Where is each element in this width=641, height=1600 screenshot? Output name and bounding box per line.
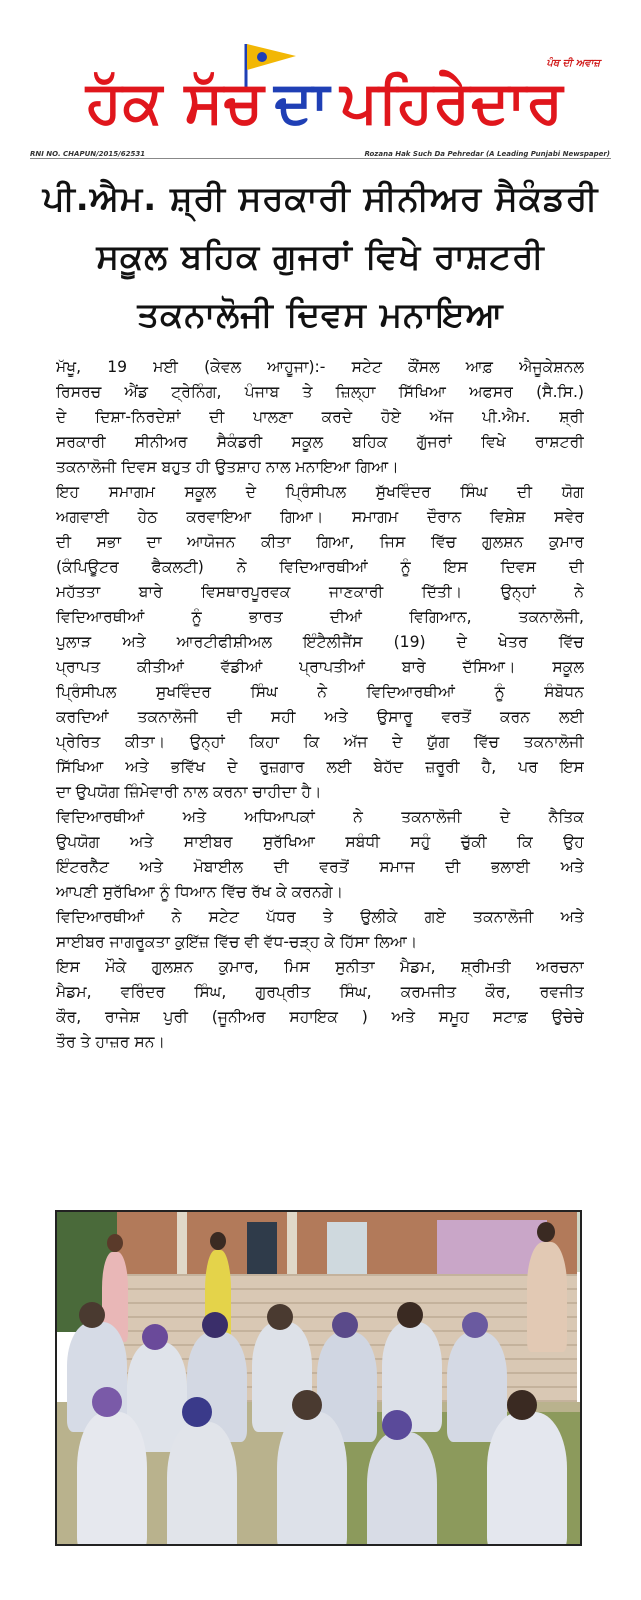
headline-line-1: ਪੀ.ਐਮ. ਸ਼੍ਰੀ ਸਰਕਾਰੀ ਸੀਨੀਅਰ ਸੈਕੰਡਰੀ (42, 179, 599, 219)
article-line: ਪੁਲਾੜ ਅਤੇ ਆਰਟੀਫੀਸ਼ੀਅਲ ਇੰਟੈਲੀਜੈਂਸ (19) ਦੇ ਖੇਤਰ ਵਿੱਚ (56, 633, 584, 651)
article-line: ਦੇ ਦਿਸ਼ਾ-ਨਿਰਦੇਸ਼ਾਂ ਦੀ ਪਾਲਣਾ ਕਰਦੇ ਹੋਏ ਅੱਜ ਪੀ.ਐਮ. ਸ਼੍ਰੀ (56, 408, 584, 426)
registration-number: RNI NO. CHAPUN/2015/62531 (30, 150, 146, 158)
article-headline (40, 170, 601, 344)
headline-line-3: ਤਕਨਾਲੋਜੀ ਦਿਵਸ ਮਨਾਇਆ (137, 295, 504, 335)
title-part-3: ਪਹਿਰੇਦਾਰ (340, 68, 564, 136)
article-line: ਵਿਦਿਆਰਥੀਆਂ ਅਤੇ ਅਧਿਆਪਕਾਂ ਨੇ ਤਕਨਾਲੋਜੀ ਦੇ ਨੈਤਿਕ (56, 808, 584, 826)
article-line: ਵਿਦਿਆਰਥੀਆਂ ਨੇ ਸਟੇਟ ਪੱਧਰ ਤੇ ਉਲੀਕੇ ਗਏ ਤਕਨਾਲੋਜੀ ਅਤੇ (56, 908, 584, 926)
article-line: ਕਰਦਿਆਂ ਤਕਨਾਲੋਜੀ ਦੀ ਸਹੀ ਅਤੇ ਉਸਾਰੂ ਵਰਤੋਂ ਕਰਨ ਲਈ (56, 708, 584, 726)
newspaper-title (40, 62, 610, 142)
article-line: ਉਪਯੋਗ ਅਤੇ ਸਾਈਬਰ ਸੁਰੱਖਿਆ ਸਬੰਧੀ ਸਹੁੰ ਚੁੱਕੀ ਕਿ ਉਹ (56, 833, 584, 851)
newspaper-subtitle: Rozana Hak Such Da Pehredar (A Leading Punjabi Newspaper) (364, 150, 610, 158)
article-line: ਸਾਈਬਰ ਜਾਗਰੂਕਤਾ ਕੁਇੱਜ਼ ਵਿੱਚ ਵੀ ਵੱਧ-ਚੜ੍ਹ ਕੇ ਹਿੱਸਾ ਲਿਆ। (56, 933, 418, 951)
article-line: ਕੌਰ, ਰਾਜੇਸ਼ ਪੁਰੀ (ਜੂਨੀਅਰ ਸਹਾਇਕ ) ਅਤੇ ਸਮੂਹ ਸਟਾਫ਼ ਉਚੇਚੇ (56, 1008, 584, 1026)
article-line: ਸਰਕਾਰੀ ਸੀਨੀਅਰ ਸੈਕੰਡਰੀ ਸਕੂਲ ਬਹਿਕ ਗੁੱਜਰਾਂ ਵਿਖੇ ਰਾਸ਼ਟਰੀ (56, 433, 584, 451)
article-line: ਇਸ ਮੌਕੇ ਗੁਲਸ਼ਨ ਕੁਮਾਰ, ਮਿਸ ਸੁਨੀਤਾ ਮੈਡਮ, ਸ਼੍ਰੀਮਤੀ ਅਰਚਨਾ (56, 958, 584, 976)
article-body (56, 355, 584, 1055)
article-line: ਆਪਣੀ ਸੁਰੱਖਿਆ ਨੂੰ ਧਿਆਨ ਵਿੱਚ ਰੱਖ ਕੇ ਕਰਨਗੇ। (56, 883, 344, 901)
article-photo (55, 1210, 582, 1546)
article-line: ਇੰਟਰਨੈੱਟ ਅਤੇ ਮੋਬਾਈਲ ਦੀ ਵਰਤੋਂ ਸਮਾਜ ਦੀ ਭਲਾਈ ਅਤੇ (56, 858, 584, 876)
article-line: ਤੌਰ ਤੇ ਹਾਜ਼ਰ ਸਨ। (56, 1033, 166, 1051)
article-line: (ਕੰਪਿਊਟਰ ਫੈਕਲਟੀ) ਨੇ ਵਿਦਿਆਰਥੀਆਂ ਨੂੰ ਇਸ ਦਿਵਸ ਦੀ (56, 558, 584, 576)
article-line: ਮਹੱਤਤਾ ਬਾਰੇ ਵਿਸਥਾਰਪੂਰਵਕ ਜਾਣਕਾਰੀ ਦਿੱਤੀ। ਉਨ੍ਹਾਂ ਨੇ (56, 583, 584, 601)
masthead (30, 40, 610, 158)
title-part-1: ਹੱਕ ਸੱਚ (86, 68, 265, 136)
article-line: ਰਿਸਰਚ ਐਂਡ ਟ੍ਰੇਨਿੰਗ, ਪੰਜਾਬ ਤੇ ਜ਼ਿਲ੍ਹਾ ਸਿੱਖਿਆ ਅਫਸਰ (ਸੈ.ਸਿ.) (56, 383, 584, 401)
article-line: ਵਿਦਿਆਰਥੀਆਂ ਨੂੰ ਭਾਰਤ ਦੀਆਂ ਵਿਗਿਆਨ, ਤਕਨਾਲੋਜੀ, (56, 608, 584, 626)
masthead-divider (30, 158, 611, 159)
article-line: ਅਗਵਾਈ ਹੇਠ ਕਰਵਾਇਆ ਗਿਆ। ਸਮਾਗਮ ਦੌਰਾਨ ਵਿਸ਼ੇਸ਼ ਸਵੇਰ (56, 508, 584, 526)
article-line: ਦੀ ਸਭਾ ਦਾ ਆਯੋਜਨ ਕੀਤਾ ਗਿਆ, ਜਿਸ ਵਿੱਚ ਗੁਲਸ਼ਨ ਕੁਮਾਰ (56, 533, 584, 551)
article-line: ਮੈਡਮ, ਵਰਿੰਦਰ ਸਿੰਘ, ਗੁਰਪ੍ਰੀਤ ਸਿੰਘ, ਕਰਮਜੀਤ ਕੌਰ, ਰਵਜੀਤ (56, 983, 584, 1001)
article-line: ਤਕਨਾਲੋਜੀ ਦਿਵਸ ਬਹੁਤ ਹੀ ਉਤਸ਼ਾਹ ਨਾਲ ਮਨਾਇਆ ਗਿਆ। (56, 458, 399, 476)
tagline: ਪੰਥ ਦੀ ਅਵਾਜ਼ (546, 58, 600, 69)
article-line: ਪ੍ਰਿੰਸੀਪਲ ਸੁਖਵਿੰਦਰ ਸਿੰਘ ਨੇ ਵਿਦਿਆਰਥੀਆਂ ਨੂੰ ਸੰਬੋਧਨ (56, 683, 584, 701)
article-line: ਇਹ ਸਮਾਗਮ ਸਕੂਲ ਦੇ ਪ੍ਰਿੰਸੀਪਲ ਸੁੱਖਵਿੰਦਰ ਸਿੰਘ ਦੀ ਯੋਗ (56, 483, 584, 501)
article-line: ਪ੍ਰੇਰਿਤ ਕੀਤਾ। ਉਨ੍ਹਾਂ ਕਿਹਾ ਕਿ ਅੱਜ ਦੇ ਯੁੱਗ ਵਿੱਚ ਤਕਨਾਲੋਜੀ (56, 733, 584, 751)
article-line: ਸਿੱਖਿਆ ਅਤੇ ਭਵਿੱਖ ਦੇ ਰੁਜ਼ਗਾਰ ਲਈ ਬੇਹੱਦ ਜ਼ਰੂਰੀ ਹੈ, ਪਰ ਇਸ (56, 758, 584, 776)
headline-line-2: ਸਕੂਲ ਬਹਿਕ ਗੁਜਰਾਂ ਵਿਖੇ ਰਾਸ਼ਟਰੀ (96, 237, 545, 277)
article-line: ਪ੍ਰਾਪਤ ਕੀਤੀਆਂ ਵੱਡੀਆਂ ਪ੍ਰਾਪਤੀਆਂ ਬਾਰੇ ਦੱਸਿਆ। ਸਕੂਲ (56, 658, 584, 676)
article-line: ਦਾ ਉਪਯੋਗ ਜ਼ਿੰਮੇਵਾਰੀ ਨਾਲ ਕਰਨਾ ਚਾਹੀਦਾ ਹੈ। (56, 783, 322, 801)
article-line: ਮੱਖੂ, 19 ਮਈ (ਕੇਵਲ ਆਹੂਜਾ):- ਸਟੇਟ ਕੌਂਸਲ ਆਫ਼ ਐਜੂਕੇਸ਼ਨਲ (56, 358, 584, 376)
title-part-2: ਦਾ (274, 68, 331, 136)
